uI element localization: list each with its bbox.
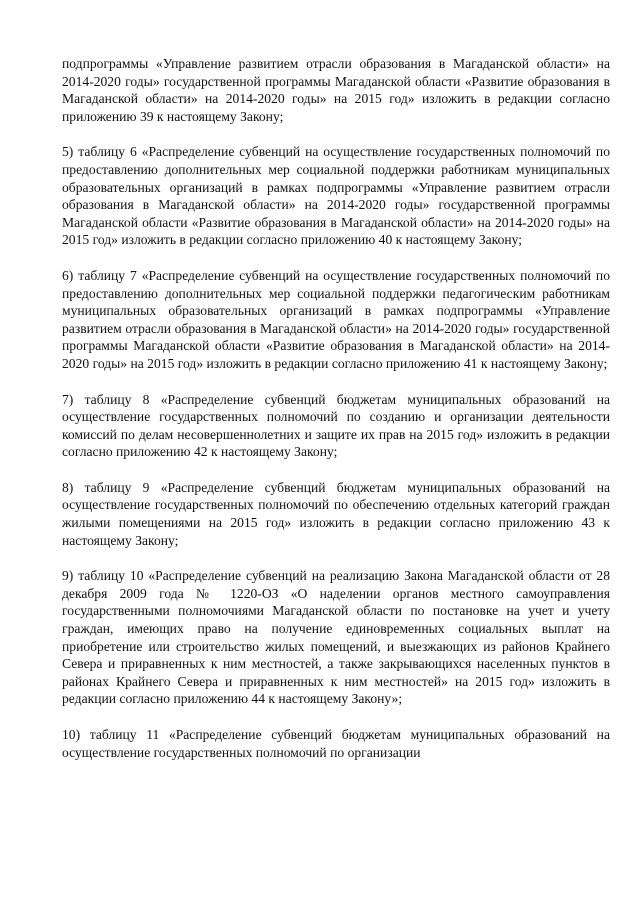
paragraph-item-5: 5) таблицу 6 «Распределение субвенций на осуществление государственных полномочий по предоставлению дополнительных мер социальной поддержки работникам муниципальных образовательных организаций в рамках подпрограммы «Управление развитием отрасли образования в Магаданской области» на 2014-2020 годы» государственной программы Магаданской области «Развитие образования в Магаданской области» на 2014-2020 годы» на 2015 год» изложить в редакции согласно приложению 40 к настоящему Закону; [62,144,610,248]
paragraph-item-6: 6) таблицу 7 «Распределение субвенций на осуществление государственных полномочий по предоставлению дополнительных мер социальной поддержки педагогическим работникам муниципальных образовательных организаций в рамках подпрограммы «Управление развитием отрасли образования в Магаданской области» на 2014-2020 годы» государственной программы Магаданской области «Развитие образования в Магаданской области» на 2014-2020 годы» на 2015 год» изложить в редакции согласно приложению 41 к настоящему Закону; [62,267,610,371]
paragraph-item-7: 7) таблицу 8 «Распределение субвенций бюджетам муниципальных образований на осуществление государственных полномочий по созданию и организации деятельности комиссий по делам несовершеннолетних и защите их прав на 2015 год» изложить в редакции согласно приложению 42 к настоящему Закону; [62,391,610,460]
document-page [62,55,610,779]
paragraph-item-8: 8) таблицу 9 «Распределение субвенций бюджетам муниципальных образований на осуществление государственных полномочий по обеспечению отдельных категорий граждан жилыми помещениями на 2015 год» изложить в редакции согласно приложению 43 к настоящему Закону; [62,479,610,548]
paragraph-continuation: подпрограммы «Управление развитием отрасли образования в Магаданской области» на 2014-2020 годы» государственной программы Магаданской области «Развитие образования в Магаданской области» на 2014-2020 годы» на 2015 год» изложить в редакции согласно приложению 39 к настоящему Закону; [62,56,610,124]
paragraph-item-10: 10) таблицу 11 «Распределение субвенций бюджетам муниципальных образований на осуществление государственных полномочий по организации [62,727,610,760]
paragraph-item-9: 9) таблицу 10 «Распределение субвенций на реализацию Закона Магаданской области от 28 декабря 2009 года № 1220-ОЗ «О наделении органов местного самоуправления государственными полномочиями Магаданской области по постановке на учет и учету граждан, имеющих право на получение единовременных социальных выплат на приобретение или строительство жилых помещений, и выезжающих из районов Крайнего Севера и приравненных к ним местностей, а также закрывающихся населенных пунктов в районах Крайнего Севера и приравненных к ним местностей» на 2015 год» изложить в редакции согласно приложению 44 к настоящему Закону»; [62,568,610,707]
